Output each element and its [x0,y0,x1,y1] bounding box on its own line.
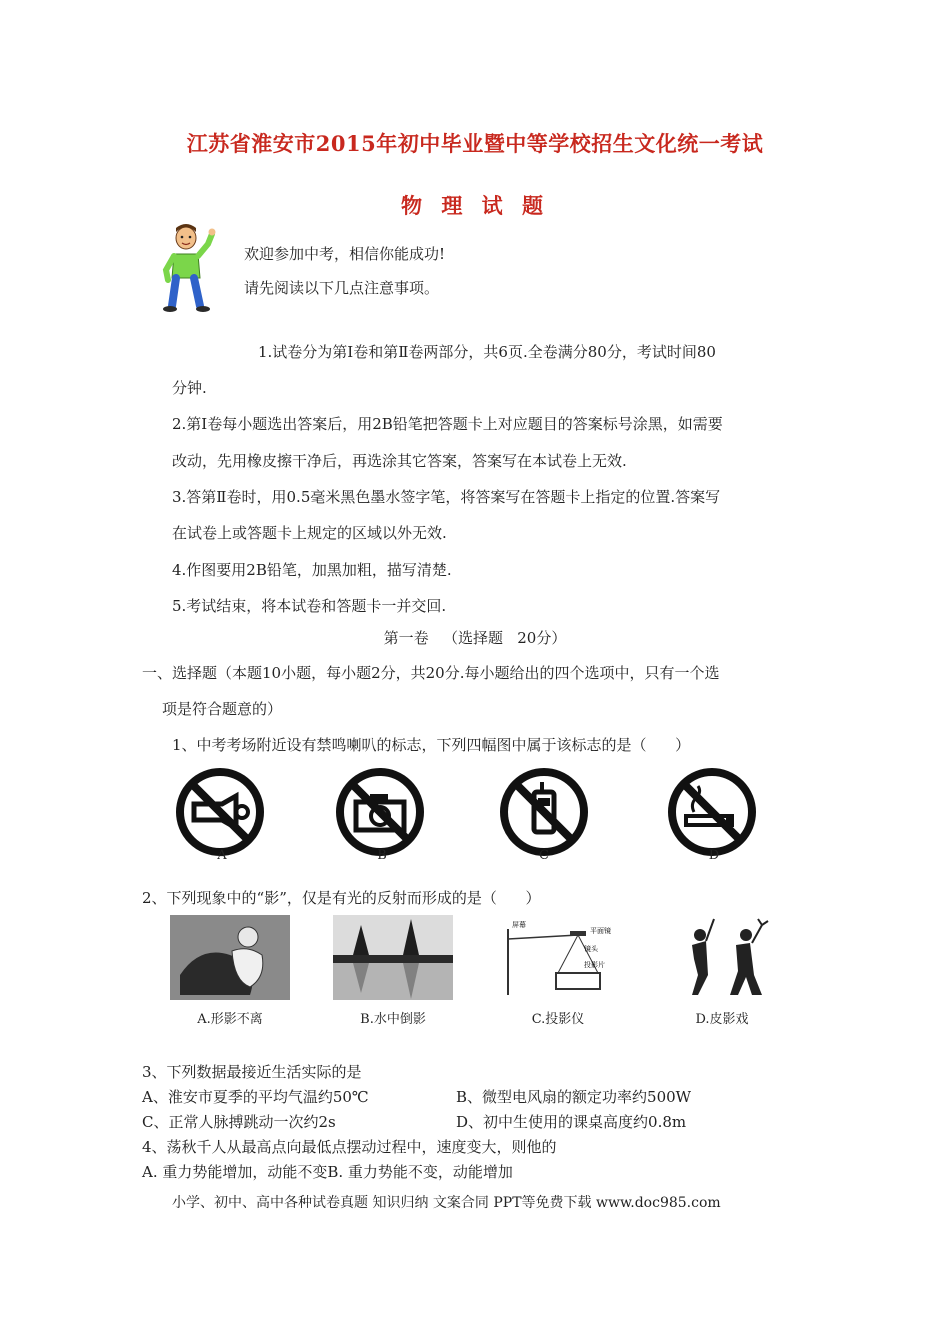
note-line: 3.答第Ⅱ卷时，用0.5毫米黑色墨水签字笔，将答案写在答题卡上指定的位置.答案写 [172,488,721,506]
read-notes-text: 请先阅读以下几点注意事项。 [244,279,440,297]
projector-diagram [498,915,618,1000]
reflection-photo [333,915,453,1000]
option-label-d: D.皮影戏 [695,1012,749,1027]
section-instructions: 一、选择题（本题10小题，每小题2分，共20分.每小题给出的四个选项中，只有一个选 [142,664,720,682]
option-label-a: A [217,848,227,863]
diagram-label: 投影片 [584,961,605,969]
question-2: 2、下列现象中的“影”，仅是有光的反射而形成的是（ ） [142,889,541,907]
option-b: B、微型电风扇的额定功率约500W [456,1088,692,1106]
question-3: 3、下列数据最接近生活实际的是 [142,1063,362,1081]
section-heading: 第一卷 （选择题 20分） [383,629,567,647]
footer-note: 小学、初中、高中各种试卷真题 知识归纳 文案合同 PPT等免费下载 www.doc985.com [172,1195,721,1211]
option-label-d: D [708,848,720,863]
option-label-b: B [377,848,387,863]
mascot-figure [160,222,222,314]
option-label-b: B.水中倒影 [360,1012,426,1027]
shadow-photo [170,915,290,1000]
section-instructions-cont: 项是符合题意的） [162,700,283,718]
question-1: 1、中考考场附近设有禁鸣喇叭的标志，下列四幅图中属于该标志的是（ ） [172,736,691,754]
option-label-c: C.投影仪 [531,1012,585,1027]
option-label-a: A.形影不离 [197,1012,263,1027]
option-c: C、正常人脉搏跳动一次约2s [142,1113,336,1131]
exam-title: 江苏省淮安市2015年初中毕业暨中等学校招生文化统一考试 [186,131,764,156]
diagram-label: 平面镜 [590,927,611,935]
option-a: A. 重力势能增加，动能不变B. 重力势能不变，动能增加 [142,1163,513,1181]
welcome-text: 欢迎参加中考，相信你能成功! [244,245,446,263]
note-line: 在试卷上或答题卡上规定的区域以外无效. [172,524,447,542]
question-4: 4、荡秋千人从最高点向最低点摆动过程中，速度变大，则他的 [142,1138,557,1156]
note-line: 2.第Ⅰ卷每小题选出答案后，用2B铅笔把答题卡上对应题目的答案标号涂黑，如需要 [172,415,723,433]
note-line: 分钟. [172,379,207,397]
shadow-play-photo [662,915,782,1000]
note-line: 1.试卷分为第Ⅰ卷和第Ⅱ卷两部分，共6页.全卷满分80分，考试时间80 [258,343,716,361]
note-line: 4.作图要用2B铅笔，加黑加粗，描写清楚. [172,561,452,579]
option-label-c: C [539,848,549,863]
diagram-label: 屏幕 [512,921,526,929]
option-a: A、淮安市夏季的平均气温约50℃ [142,1088,369,1106]
exam-subtitle: 物 理 试 题 [401,193,549,218]
note-line: 改动，先用橡皮擦干净后，再选涂其它答案，答案写在本试卷上无效. [172,452,627,470]
diagram-label: 镜头 [584,945,598,953]
note-line: 5.考试结束，将本试卷和答题卡一并交回. [172,597,447,615]
option-d: D、初中生使用的课桌高度约0.8m [456,1113,687,1131]
